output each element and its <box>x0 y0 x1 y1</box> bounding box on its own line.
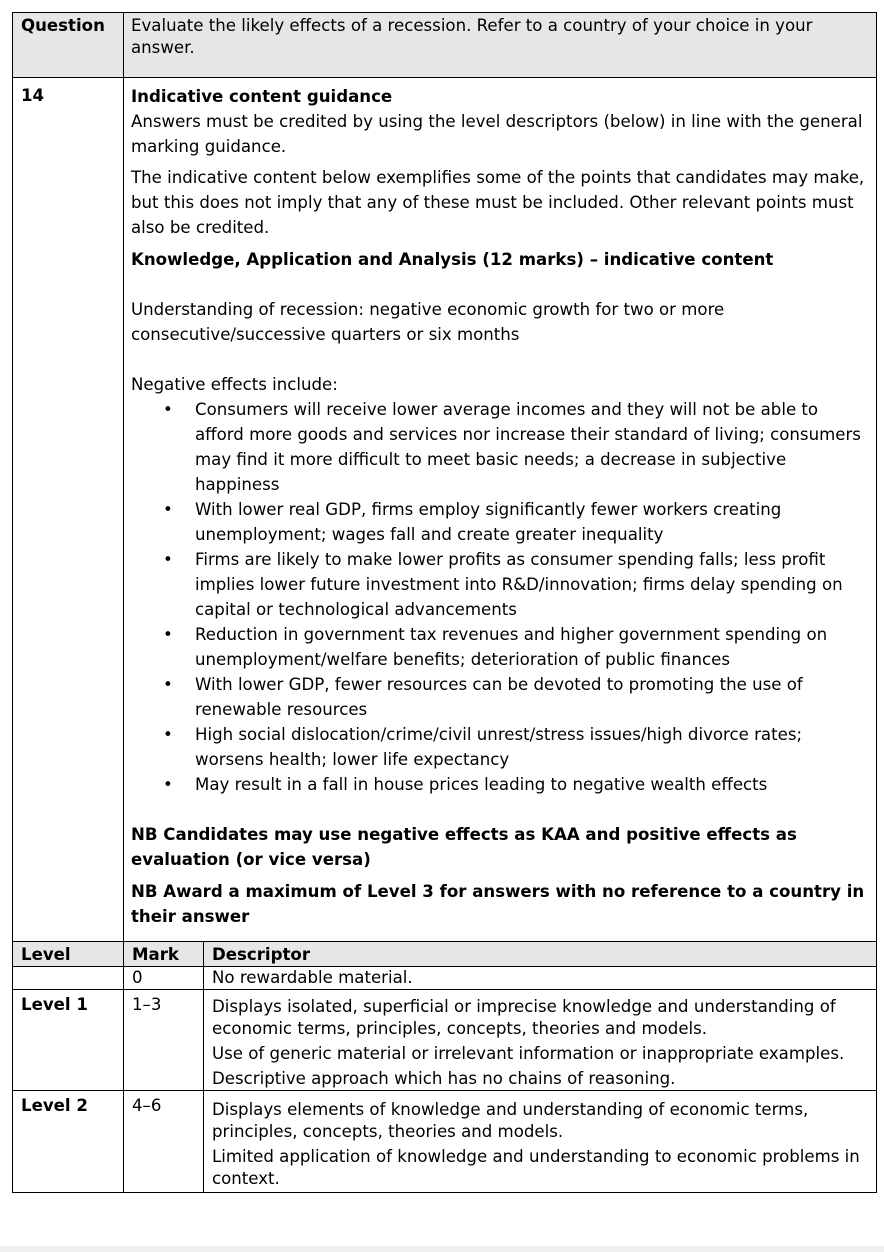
header-mark: Mark <box>124 942 204 967</box>
levels-table <box>12 942 877 1193</box>
header-level: Level <box>13 942 124 967</box>
bullet-icon: • <box>163 775 173 794</box>
intro-paragraph-1: Answers must be credited by using the level descriptors (below) in line with the general marking guidance. <box>131 112 863 156</box>
question-row <box>13 13 877 78</box>
list-item: • High social dislocation/crime/civil unrest/stress issues/high divorce rates; worsens health; lower life expectancy <box>195 722 870 772</box>
descriptor-cell <box>204 1091 877 1193</box>
table-row <box>13 1091 877 1193</box>
bullet-icon: • <box>163 500 173 519</box>
indicative-content <box>124 78 877 942</box>
level-cell <box>13 967 124 990</box>
table-row <box>13 967 877 990</box>
levels-header-row <box>13 942 877 967</box>
descriptor-line: No rewardable material. <box>212 968 413 987</box>
kaa-heading: Knowledge, Application and Analysis (12 marks) – indicative content <box>131 250 774 269</box>
nb-note-kaa: NB Candidates may use negative effects as KAA and positive effects as evaluation (or vice versa) <box>131 825 797 869</box>
list-item: • May result in a fall in house prices leading to negative wealth effects <box>195 772 870 797</box>
level-cell: Level 2 <box>13 1091 124 1193</box>
page-bottom-margin <box>0 1246 884 1252</box>
answer-row <box>13 78 877 942</box>
descriptor-line: Displays elements of knowledge and understanding of economic terms, principles, concepts, theories and models. <box>212 1100 809 1141</box>
bullet-icon: • <box>163 625 173 644</box>
bullet-icon: • <box>163 550 173 569</box>
list-item: • Consumers will receive lower average incomes and they will not be able to afford more goods and services nor increase their standard of living; consumers may find it more difficult to meet basic needs; a decrease in subjective happiness <box>195 397 870 497</box>
descriptor-line: Displays isolated, superficial or imprecise knowledge and understanding of economic terms, principles, concepts, theories and models. <box>212 997 836 1038</box>
descriptor-cell <box>204 967 877 990</box>
bullet-icon: • <box>163 400 173 419</box>
list-item: • With lower GDP, fewer resources can be devoted to promoting the use of renewable resources <box>195 672 870 722</box>
descriptor-cell <box>204 990 877 1091</box>
mark-cell: 1–3 <box>124 990 204 1091</box>
bullet-icon: • <box>163 675 173 694</box>
indicative-heading: Indicative content guidance <box>131 87 393 106</box>
descriptor-line: Limited application of knowledge and understanding to economic problems in context. <box>212 1147 860 1188</box>
recession-definition: Understanding of recession: negative economic growth for two or more consecutive/successive quarters or six months <box>131 300 725 344</box>
mark-cell: 0 <box>124 967 204 990</box>
negative-effects-label: Negative effects include: <box>131 375 338 394</box>
question-number: 14 <box>13 78 124 942</box>
negative-effects-list <box>131 397 870 797</box>
question-label: Question <box>13 13 124 78</box>
level-cell: Level 1 <box>13 990 124 1091</box>
descriptor-line: Descriptive approach which has no chains of reasoning. <box>212 1069 676 1088</box>
list-item: • Firms are likely to make lower profits as consumer spending falls; less profit implies lower future investment into R&D/innovation; firms delay spending on capital or technological advancements <box>195 547 870 622</box>
question-table <box>12 12 877 942</box>
nb-note-country: NB Award a maximum of Level 3 for answers with no reference to a country in their answer <box>131 882 865 926</box>
bullet-icon: • <box>163 725 173 744</box>
table-row <box>13 990 877 1091</box>
mark-scheme-page <box>12 12 876 1193</box>
question-text: Evaluate the likely effects of a recession. Refer to a country of your choice in your answer. <box>124 13 877 78</box>
list-item: • With lower real GDP, firms employ significantly fewer workers creating unemployment; wages fall and create greater inequality <box>195 497 870 547</box>
header-descriptor: Descriptor <box>204 942 877 967</box>
list-item: • Reduction in government tax revenues and higher government spending on unemployment/welfare benefits; deterioration of public finances <box>195 622 870 672</box>
descriptor-line: Use of generic material or irrelevant information or inappropriate examples. <box>212 1044 845 1063</box>
mark-cell: 4–6 <box>124 1091 204 1193</box>
intro-paragraph-2: The indicative content below exemplifies some of the points that candidates may make, but this does not imply that any of these must be included. Other relevant points must also be credited. <box>131 168 865 237</box>
